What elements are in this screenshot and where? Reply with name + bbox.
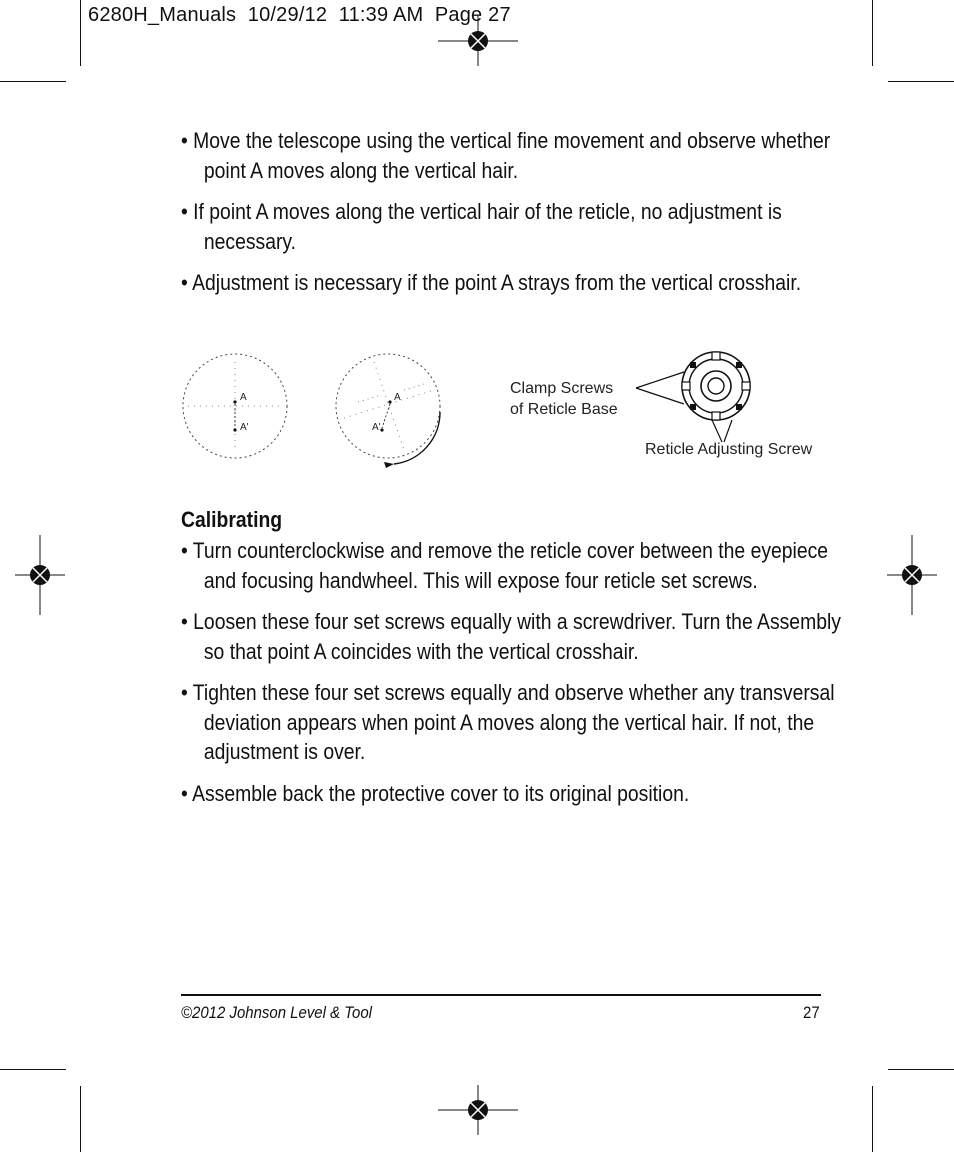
reticle-view-left [180, 352, 290, 460]
reticle-adjusting-screw-label: Reticle Adjusting Screw [645, 441, 813, 458]
point-a-label: A [240, 392, 247, 403]
registration-mark-icon [887, 535, 937, 615]
instructions-top [181, 126, 831, 310]
registration-mark-icon [15, 535, 65, 615]
crop-mark [872, 0, 873, 66]
footer-copyright: ©2012 Johnson Level & Tool [181, 1003, 372, 1022]
point-a-prime-label: A' [372, 422, 381, 433]
bullet-item: • Adjustment is necessary if the point A strays from the vertical crosshair. [181, 270, 802, 295]
bullet-item: • Loosen these four set screws equally with a screwdriver. Turn the Assembly so that point A coincides with the vertical crosshair. [181, 609, 841, 664]
crop-mark [0, 1069, 66, 1070]
bullet-item: • Assemble back the protective cover to its original position. [181, 780, 690, 806]
crop-mark [888, 81, 954, 82]
reticle-figure [176, 348, 836, 478]
reticle-base-diagram [632, 348, 752, 444]
clamp-screws-label: Clamp Screws [510, 380, 614, 397]
bullet-item: • Tighten these four set screws equally and observe whether any transversal deviation appears when point A moves along the vertical hair. If not, the adjustment is over. [181, 680, 835, 764]
bullet-item: • Move the telescope using the vertical fine movement and observe whether point A moves along the vertical hair. [181, 128, 831, 183]
instructions-calibrating [181, 536, 841, 820]
crop-mark [872, 1086, 873, 1152]
point-a-prime-label: A' [240, 422, 249, 433]
reticle-view-right [334, 352, 444, 476]
crop-mark [0, 81, 66, 82]
bullet-item: • If point A moves along the vertical hair of the reticle, no adjustment is necessary. [181, 199, 782, 254]
footer-divider [181, 994, 821, 996]
crop-mark [80, 0, 81, 66]
section-heading: Calibrating [181, 507, 283, 532]
crop-mark [888, 1069, 954, 1070]
crop-mark [80, 1086, 81, 1152]
registration-mark-icon [438, 1085, 518, 1135]
clamp-screws-label: of Reticle Base [510, 401, 618, 418]
print-slug: 6280H_Manuals 10/29/12 11:39 AM Page 27 [88, 4, 511, 26]
page-number: 27 [803, 1003, 820, 1022]
bullet-item: • Turn counterclockwise and remove the reticle cover between the eyepiece and focusing handwheel. This will expose four reticle set screws. [181, 538, 829, 593]
point-a-label: A [394, 392, 401, 403]
